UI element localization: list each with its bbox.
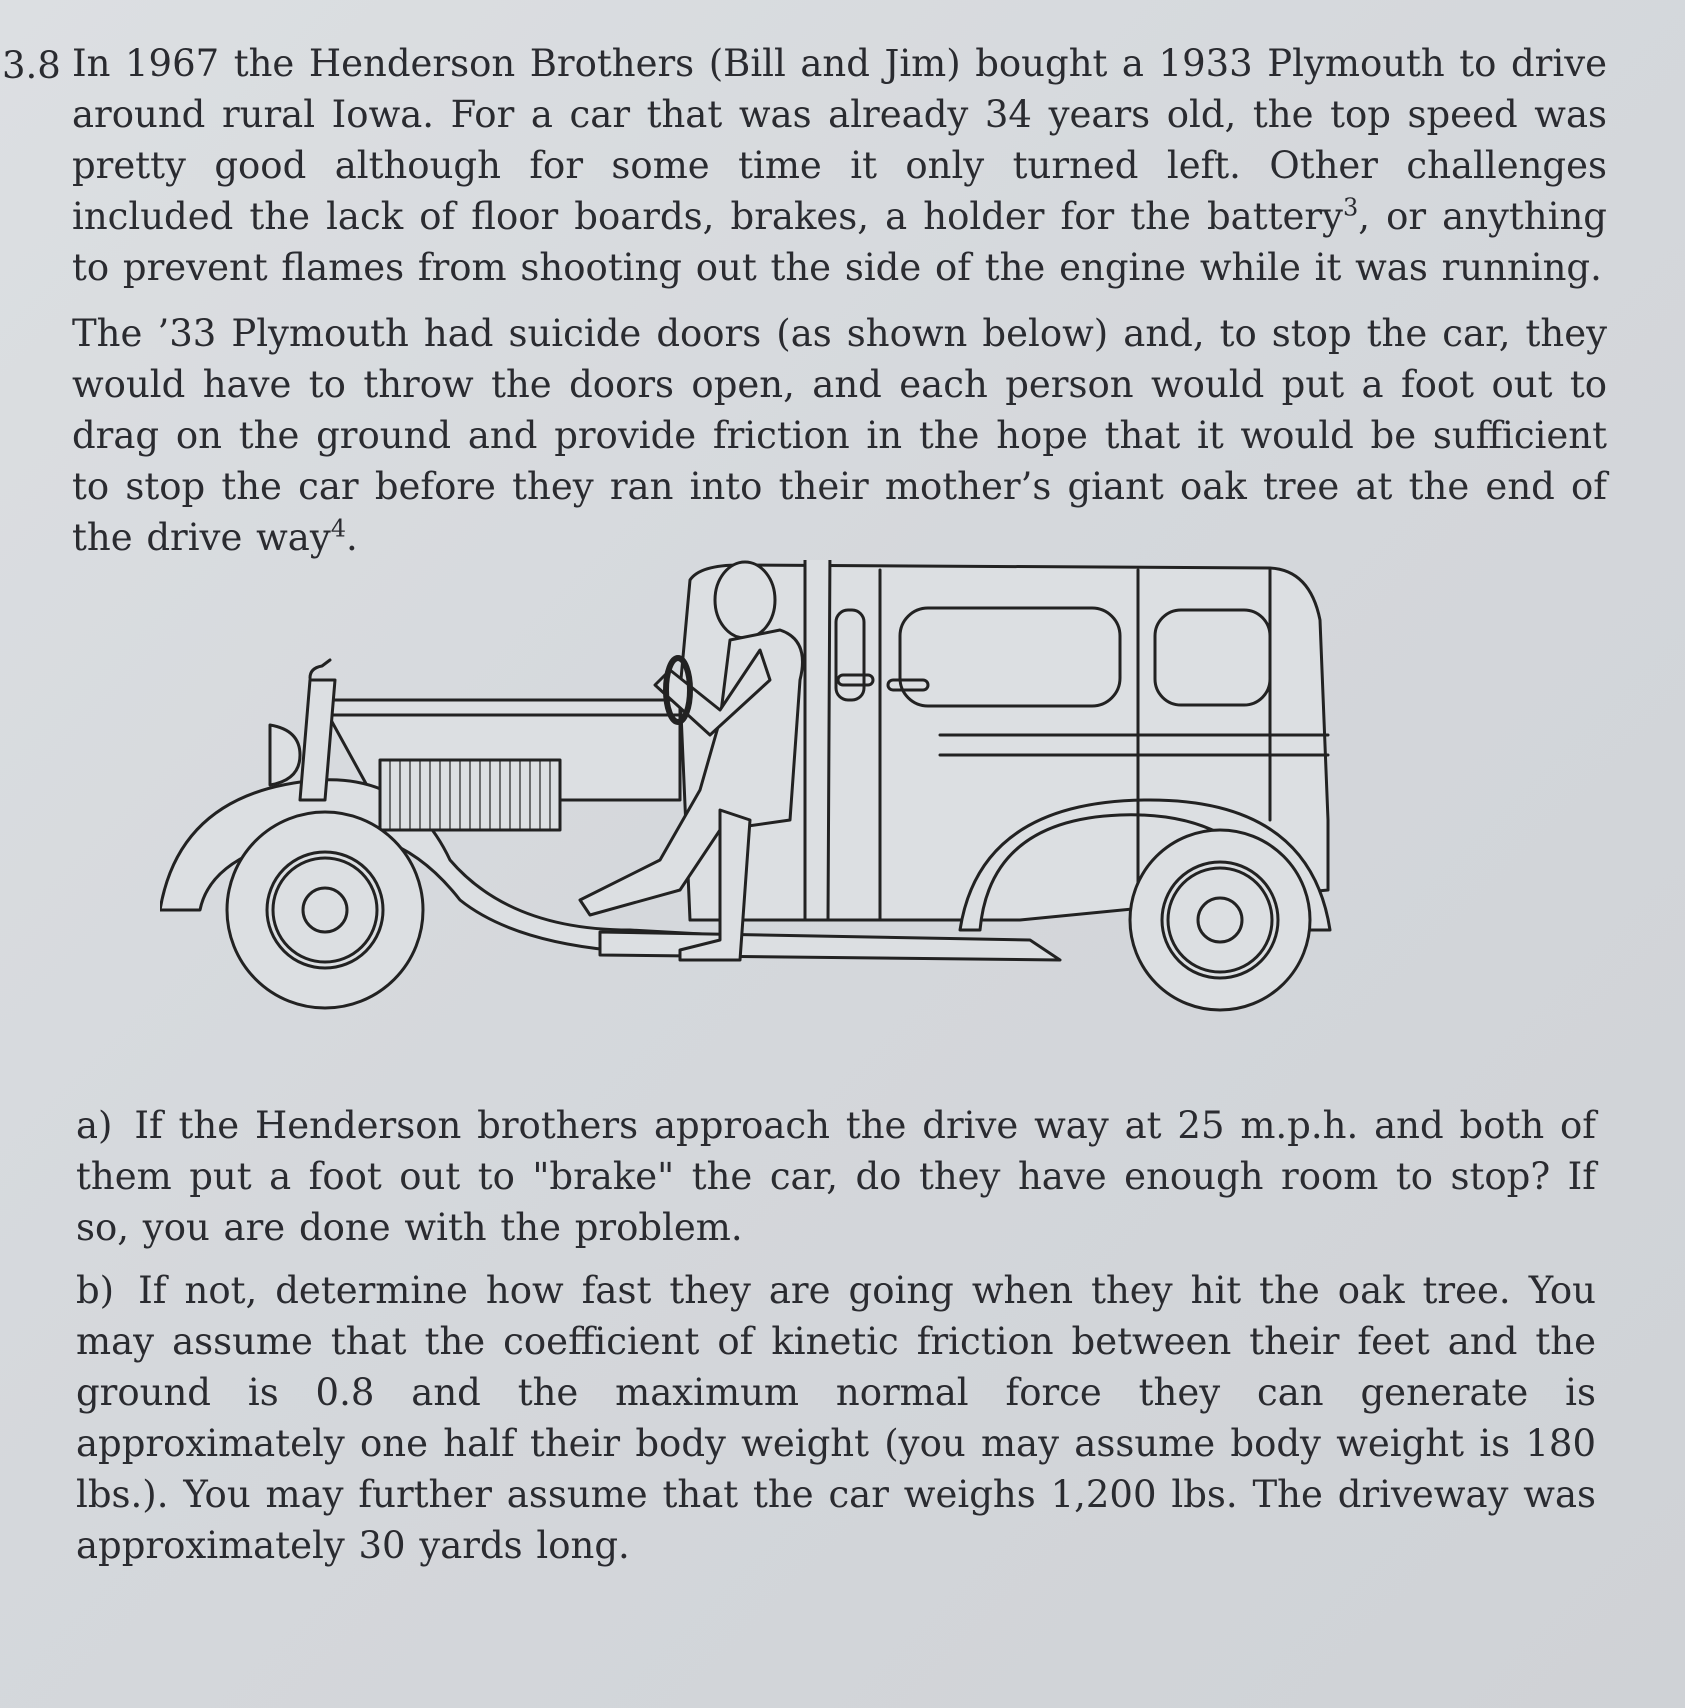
- part-b-label: b): [76, 1269, 115, 1312]
- front-wheel-tire: [227, 812, 423, 1008]
- part-a-text: If the Henderson brothers approach the drive way at 25 m.p.h. and both of them put a foot out to "brake" the car, do they have enough room to stop? If so, you are done with the problem.: [76, 1104, 1596, 1249]
- problem-number: 3.8: [2, 44, 61, 87]
- open-door: [805, 560, 830, 920]
- footnote-marker-4: 4: [330, 514, 347, 543]
- running-board: [600, 932, 1060, 960]
- doors-text: The ’33 Plymouth had suicide doors (as shown below) and, to stop the car, they would have to throw the doors open, and each person would put a foot out to drag on the ground and provide friction in the hope that it would be sufficient to stop the car before they ran into their mother’s giant oak tree at the end of the drive way: [72, 312, 1607, 559]
- car-figure: [160, 560, 1420, 1060]
- intro-text: In 1967 the Henderson Brothers (Bill and Jim) bought a 1933 Plymouth to drive around rural Iowa. For a car that was already 34 years old, the top speed was pretty good although for some time it only turned left. Other challenges included the lack of floor boards, brakes, a holder for the battery: [72, 42, 1607, 238]
- footnote-marker-3: 3: [1342, 193, 1359, 222]
- driver-head: [715, 562, 775, 638]
- headlight: [270, 725, 300, 785]
- rear-wheel-tire: [1130, 830, 1310, 1010]
- part-b-text: If not, determine how fast they are going when they hit the oak tree. You may assume that the coefficient of kinetic friction between their feet and the ground is 0.8 and the maximum normal force they can generate is approximately one half their body weight (you may assume body weight is 180 lbs.). You may further assume that the car weighs 1,200 lbs. The driveway was approximately 30 yards long.: [76, 1269, 1597, 1567]
- suicide-doors-paragraph: [72, 308, 1607, 563]
- part-a-paragraph: [76, 1100, 1596, 1253]
- part-b-paragraph: [76, 1265, 1596, 1571]
- part-a-label: a): [76, 1104, 113, 1147]
- intro-text-continued: , or anything to prevent flames from shooting out the side of the engine while it was running.: [72, 195, 1607, 289]
- doors-text-end: .: [346, 516, 358, 559]
- vintage-car-with-driver-drawing: [160, 560, 1420, 1060]
- problem-intro-paragraph: [72, 38, 1607, 293]
- hood-ornament: [310, 660, 330, 678]
